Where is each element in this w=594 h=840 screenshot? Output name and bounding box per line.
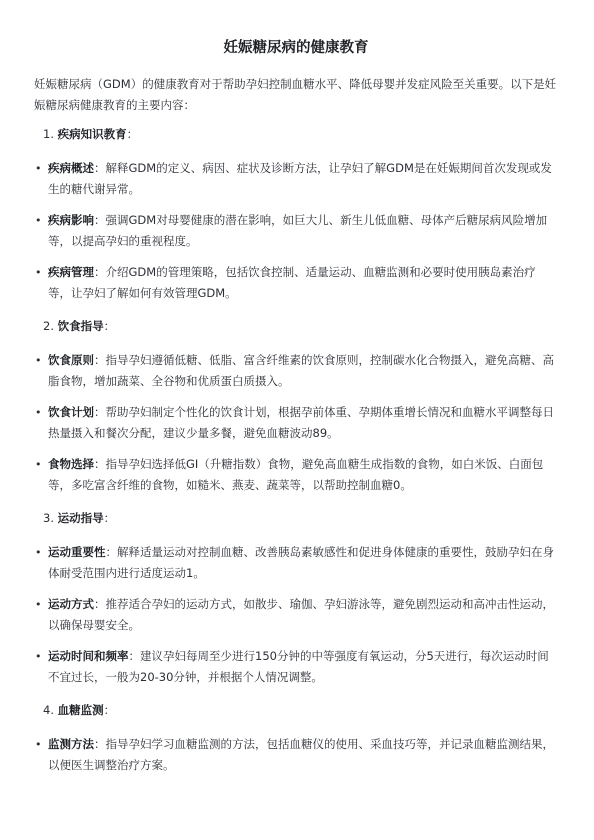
- item-text: ：介绍GDM的管理策略，包括饮食控制、适量运动、血糖监测和必要时使用胰岛素治疗等，让孕妇了解如何有效管理GDM。: [48, 265, 536, 300]
- item-text: ：建议孕妇每周至少进行150分钟的中等强度有氧运动，分5天进行，每次运动时间不宜过长，一般为20-30分钟，并根据个人情况调整。: [48, 649, 549, 684]
- bullet-list: [34, 158, 558, 304]
- list-item: [34, 262, 558, 304]
- section-number: 2.: [43, 319, 54, 333]
- item-term: 疾病概述: [48, 161, 94, 175]
- item-term: 饮食原则: [48, 353, 94, 367]
- item-text: ：帮助孕妇制定个性化的饮食计划，根据孕前体重、孕期体重增长情况和血糖水平调整每日热量摄入和餐次分配，建议少量多餐，避免血糖波动89。: [48, 405, 554, 440]
- list-item: [34, 594, 558, 636]
- bullet-list: [34, 542, 558, 688]
- section-title: 饮食指导: [57, 319, 104, 333]
- section-colon: ：: [103, 703, 116, 717]
- section-number: 3.: [43, 511, 54, 525]
- bullet-icon: •: [35, 354, 42, 367]
- bullet-icon: •: [35, 458, 42, 471]
- item-text: ：解释适量运动对控制血糖、改善胰岛素敏感性和促进身体健康的重要性，鼓励孕妇在身体耐受范围内进行适度运动1。: [48, 545, 554, 580]
- bullet-icon: •: [35, 598, 42, 611]
- section-title: 血糖监测: [57, 703, 104, 717]
- item-term: 运动时间和频率: [48, 649, 129, 663]
- list-item: [34, 646, 558, 688]
- bullet-list: [34, 734, 558, 776]
- list-item: [34, 210, 558, 252]
- list-item: [34, 734, 558, 776]
- item-term: 监测方法: [48, 737, 94, 751]
- item-term: 食物选择: [48, 457, 94, 471]
- bullet-icon: •: [35, 406, 42, 419]
- section-number: 1.: [43, 127, 54, 141]
- list-item: [34, 454, 558, 496]
- item-term: 饮食计划: [48, 405, 94, 419]
- item-text: ：指导孕妇学习血糖监测的方法，包括血糖仪的使用、采血技巧等，并记录血糖监测结果，以便医生调整治疗方案。: [48, 737, 554, 772]
- item-term: 疾病影响: [48, 213, 94, 227]
- item-term: 疾病管理: [48, 265, 94, 279]
- intro-paragraph: 妊娠糖尿病（GDM）的健康教育对于帮助孕妇控制血糖水平、降低母婴并发症风险至关重要。以下是妊娠糖尿病健康教育的主要内容：: [34, 77, 557, 112]
- bullet-icon: •: [35, 546, 42, 559]
- item-text: ：强调GDM对母婴健康的潜在影响，如巨大儿、新生儿低血糖、母体产后糖尿病风险增加等，以提高孕妇的重视程度。: [48, 213, 548, 248]
- list-item: [34, 402, 558, 444]
- section-title: 运动指导: [57, 511, 104, 525]
- section-colon: ：: [103, 319, 116, 333]
- item-text: ：指导孕妇遵循低糖、低脂、富含纤维素的饮食原则，控制碳水化合物摄入，避免高糖、高脂食物，增加蔬菜、全谷物和优质蛋白质摄入。: [48, 353, 554, 388]
- section-heading: [34, 316, 558, 336]
- section-title: 疾病知识教育: [57, 127, 127, 141]
- bullet-icon: •: [35, 266, 42, 279]
- section-colon: ：: [103, 511, 116, 525]
- section-colon: ：: [126, 127, 139, 141]
- list-item: [34, 158, 558, 200]
- bullet-icon: •: [35, 162, 42, 175]
- section-heading: [34, 124, 558, 144]
- bullet-list: [34, 350, 558, 496]
- section-number: 4.: [43, 703, 54, 717]
- bullet-icon: •: [35, 214, 42, 227]
- item-term: 运动方式: [48, 597, 94, 611]
- item-text: ：推荐适合孕妇的运动方式，如散步、瑜伽、孕妇游泳等，避免剧烈运动和高冲击性运动，以确保母婴安全。: [48, 597, 554, 632]
- bullet-icon: •: [35, 738, 42, 751]
- section-heading: [34, 508, 558, 528]
- list-item: [34, 542, 558, 584]
- item-text: ：指导孕妇选择低GI（升糖指数）食物，避免高血糖生成指数的食物，如白米饭、白面包等，多吃富含纤维的食物，如糙米、燕麦、蔬菜等，以帮助控制血糖0。: [48, 457, 544, 492]
- section-heading: [34, 700, 558, 720]
- bullet-icon: •: [35, 650, 42, 663]
- list-item: [34, 350, 558, 392]
- item-text: ：解释GDM的定义、病因、症状及诊断方法，让孕妇了解GDM是在妊娠期间首次发现或发生的糖代谢异常。: [48, 161, 552, 196]
- item-term: 运动重要性: [48, 545, 106, 559]
- document-title: 妊娠糖尿病的健康教育: [223, 40, 369, 56]
